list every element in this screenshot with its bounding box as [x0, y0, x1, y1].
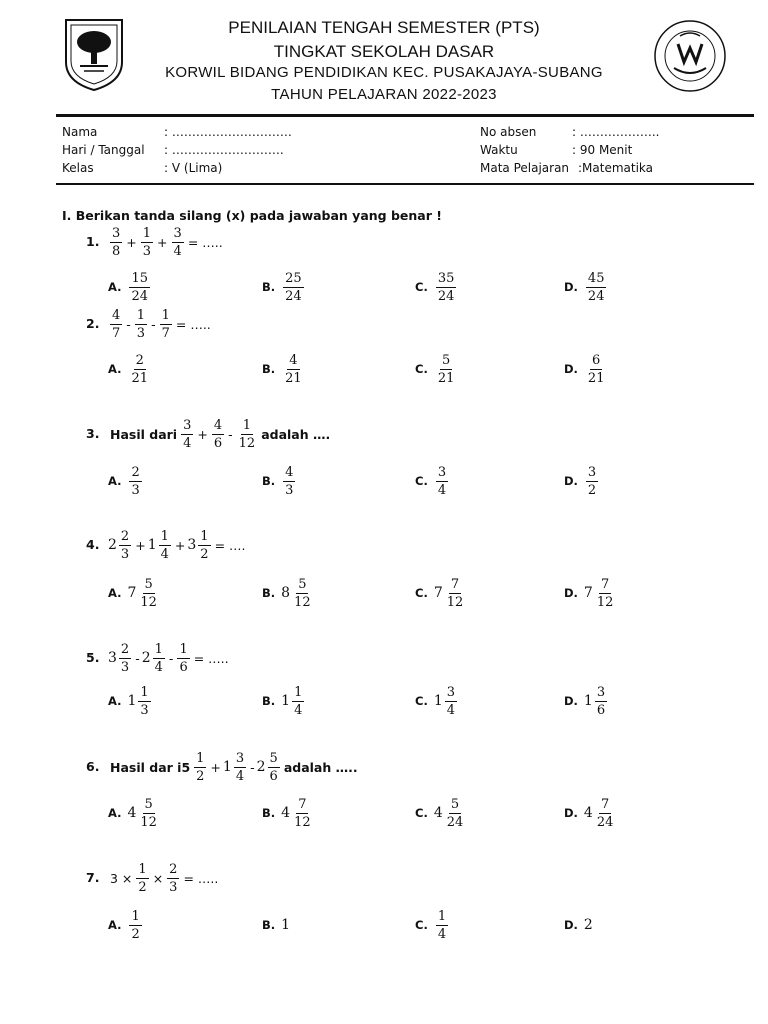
info-divider	[56, 183, 754, 185]
option-letter: D.	[564, 586, 578, 600]
fraction	[595, 797, 616, 830]
district-office: KORWIL BIDANG PENDIDIKAN KEC. PUSAKAJAYA-SUBANG	[165, 64, 603, 81]
expression-text: -	[126, 316, 131, 332]
fraction-numerator: 1	[294, 684, 303, 700]
fraction	[595, 577, 616, 610]
waktu-label: Waktu	[480, 143, 518, 157]
fraction-denominator: 3	[140, 702, 149, 718]
fraction-numerator: 5	[441, 352, 451, 368]
question-expression	[108, 417, 332, 451]
answer-option[interactable]	[108, 352, 152, 386]
expression-text: Hasil dar i5	[110, 759, 191, 775]
fraction-denominator: 12	[140, 814, 157, 830]
fraction	[172, 226, 184, 259]
school-level: TINGKAT SEKOLAH DASAR	[273, 42, 495, 61]
school-year: TAHUN PELAJARAN 2022-2023	[271, 86, 497, 103]
fraction-numerator: 3	[587, 464, 597, 480]
option-value	[584, 797, 617, 830]
fraction-denominator: 7	[112, 325, 121, 341]
option-letter: B.	[262, 362, 276, 376]
fraction-denominator: 6	[596, 702, 606, 718]
option-letter: A.	[108, 362, 122, 376]
option-letter: A.	[108, 474, 122, 488]
answer-option[interactable]	[415, 270, 458, 304]
fraction-denominator: 24	[131, 288, 149, 304]
option-value	[281, 465, 297, 498]
fraction	[436, 353, 457, 386]
mapel-label: Mata Pelajaran	[480, 161, 570, 175]
fraction	[586, 271, 607, 304]
option-value	[127, 685, 152, 718]
fraction-denominator: 4	[154, 659, 163, 675]
answer-option[interactable]	[108, 796, 161, 830]
fraction-numerator: 1	[138, 861, 147, 877]
expression-text: = …..	[175, 316, 211, 332]
fraction-numerator: 5	[269, 750, 278, 766]
whole-number: 2	[108, 537, 117, 553]
fraction	[153, 642, 165, 675]
fraction-numerator: 4	[112, 307, 121, 323]
fraction-denominator: 12	[446, 594, 464, 610]
answer-option[interactable]	[564, 270, 608, 304]
answer-option[interactable]	[415, 908, 450, 942]
question-expression	[108, 750, 360, 784]
absen-label: No absen	[480, 125, 537, 139]
waktu-value: : 90 Menit	[572, 143, 633, 157]
fraction-denominator: 24	[446, 814, 464, 830]
fraction-numerator: 1	[160, 528, 169, 544]
option-value	[434, 685, 459, 718]
option-letter: D.	[564, 362, 578, 376]
option-value	[127, 465, 143, 498]
expression-text: Hasil dari	[110, 426, 178, 442]
fraction-numerator: 1	[140, 684, 149, 700]
answer-option[interactable]	[262, 464, 297, 498]
fraction-denominator: 4	[437, 926, 447, 942]
question-expression	[108, 307, 213, 341]
option-letter: B.	[262, 694, 276, 708]
fraction	[292, 797, 313, 830]
fraction-numerator: 7	[298, 796, 307, 812]
fraction-numerator: 3	[446, 684, 456, 700]
fraction	[129, 465, 141, 498]
expression-text: +	[210, 759, 221, 775]
fraction-numerator: 7	[600, 796, 610, 812]
option-value	[127, 909, 143, 942]
section-instruction: I. Berikan tanda silang (x) pada jawaban yang benar !	[62, 208, 442, 223]
fraction-denominator: 2	[131, 926, 140, 942]
header-divider	[56, 114, 754, 117]
fraction	[586, 353, 607, 386]
fraction	[129, 909, 141, 942]
fraction	[292, 577, 313, 610]
fraction	[181, 418, 193, 451]
option-letter: A.	[108, 806, 122, 820]
answer-option[interactable]	[564, 352, 608, 386]
whole-number: 4	[433, 805, 443, 821]
expression-text: +	[174, 537, 186, 553]
fraction	[198, 529, 210, 562]
whole-number: 1	[433, 693, 443, 709]
option-letter: C.	[415, 280, 428, 294]
fraction-numerator: 5	[144, 576, 153, 592]
fraction	[292, 685, 304, 718]
option-value	[127, 797, 160, 830]
fraction-denominator: 12	[294, 594, 311, 610]
fraction	[136, 862, 148, 895]
fraction	[138, 577, 159, 610]
fraction	[595, 685, 607, 718]
fraction-denominator: 3	[285, 482, 294, 498]
expression-text: = …..	[183, 870, 219, 886]
fraction	[234, 751, 246, 784]
fraction	[212, 418, 224, 451]
fraction-numerator: 25	[285, 270, 302, 286]
option-value	[127, 353, 152, 386]
fraction-denominator: 21	[587, 370, 605, 386]
whole-number: 1	[147, 537, 157, 553]
option-letter: C.	[415, 586, 428, 600]
expression-text: +	[135, 537, 146, 553]
fraction-denominator: 3	[169, 879, 178, 895]
fraction-numerator: 2	[131, 464, 140, 480]
expression-text: -	[168, 650, 174, 666]
expression-text: = ….	[214, 537, 246, 553]
option-letter: B.	[262, 918, 276, 932]
option-letter: B.	[262, 586, 276, 600]
option-value	[434, 465, 450, 498]
option-value	[434, 909, 450, 942]
fraction-denominator: 2	[138, 879, 147, 895]
option-letter: A.	[108, 280, 122, 294]
answer-option[interactable]	[262, 352, 306, 386]
fraction	[110, 226, 122, 259]
whole-number: 2	[141, 650, 151, 666]
fraction	[129, 353, 150, 386]
fraction	[436, 465, 448, 498]
option-value	[127, 271, 152, 304]
fraction-denominator: 3	[136, 325, 146, 341]
fraction-denominator: 3	[142, 243, 152, 259]
question-number: 6.	[86, 759, 100, 774]
question-number: 5.	[86, 650, 100, 665]
fraction-numerator: 2	[169, 861, 178, 877]
fraction-denominator: 3	[131, 482, 140, 498]
fraction	[119, 529, 131, 562]
fraction-numerator: 1	[196, 750, 205, 766]
answer-option[interactable]	[415, 684, 459, 718]
fraction-denominator: 6	[269, 768, 278, 784]
fraction-numerator: 1	[136, 307, 146, 323]
expression-text: -	[135, 650, 140, 666]
fraction	[119, 642, 131, 675]
fraction-denominator: 6	[213, 435, 223, 451]
expression-text: -	[228, 426, 233, 442]
question-number: 4.	[86, 537, 100, 552]
absen-value: : ………………..	[572, 125, 660, 139]
whole-number: 3	[187, 537, 197, 553]
fraction	[436, 909, 448, 942]
fraction-denominator: 6	[179, 659, 188, 675]
option-value	[281, 577, 314, 610]
fraction	[268, 751, 280, 784]
fraction	[141, 226, 153, 259]
fraction-denominator: 2	[196, 768, 205, 784]
answer-option[interactable]	[262, 270, 306, 304]
option-value	[281, 685, 306, 718]
exam-title: PENILAIAN TENGAH SEMESTER (PTS)	[228, 18, 540, 37]
option-letter: D.	[564, 918, 578, 932]
whole-number: 1	[127, 693, 137, 709]
fraction-numerator: 1	[142, 225, 152, 241]
fraction-numerator: 1	[200, 528, 209, 544]
fraction	[138, 797, 159, 830]
fraction-denominator: 2	[200, 546, 209, 562]
fraction-numerator: 5	[298, 576, 307, 592]
fraction-numerator: 7	[600, 576, 610, 592]
answer-option[interactable]	[108, 270, 152, 304]
expression-text: -	[151, 316, 156, 332]
fraction	[159, 529, 171, 562]
fraction-denominator: 4	[235, 768, 245, 784]
fraction	[237, 418, 258, 451]
option-value	[434, 577, 467, 610]
fraction	[283, 271, 304, 304]
option-letter: B.	[262, 474, 276, 488]
fraction-numerator: 3	[437, 464, 447, 480]
option-value	[127, 577, 160, 610]
answer-option[interactable]	[108, 576, 161, 610]
fraction-denominator: 21	[437, 370, 455, 386]
option-letter: C.	[415, 474, 428, 488]
whole-number: 4	[583, 805, 593, 821]
whole-number: 2	[256, 759, 266, 775]
whole-number: 7	[127, 585, 137, 601]
expression-text: ×	[152, 870, 164, 886]
question-number: 2.	[86, 316, 100, 331]
fraction-denominator: 4	[437, 482, 447, 498]
fraction-numerator: 15	[131, 270, 149, 286]
hari-value: : ……………………….	[164, 143, 284, 157]
answer-option[interactable]	[262, 908, 290, 942]
option-letter: C.	[415, 362, 428, 376]
answer-option[interactable]	[415, 464, 450, 498]
fraction	[160, 308, 172, 341]
fraction-numerator: 2	[120, 641, 130, 657]
fraction-numerator: 1	[161, 307, 170, 323]
fraction-denominator: 4	[183, 435, 192, 451]
fraction-denominator: 21	[285, 370, 302, 386]
fraction-numerator: 3	[596, 684, 606, 700]
question-expression	[108, 861, 220, 895]
expression-text: 3 ×	[110, 870, 133, 886]
question-number: 3.	[86, 426, 100, 441]
whole-number: 4	[281, 805, 291, 821]
whole-number: 3	[108, 650, 117, 666]
whole-number: 1	[583, 693, 593, 709]
option-value	[434, 271, 459, 304]
fraction-numerator: 1	[131, 908, 140, 924]
fraction-denominator: 12	[294, 814, 311, 830]
expression-text: adalah ….	[261, 426, 331, 442]
fraction-denominator: 24	[437, 288, 455, 304]
expression-text: = …..	[193, 650, 229, 666]
fraction	[177, 642, 189, 675]
fraction-numerator: 1	[437, 908, 447, 924]
option-value	[584, 353, 609, 386]
answer-option[interactable]	[262, 684, 306, 718]
expression-text: = …..	[187, 234, 223, 250]
nama-value: : …………………………	[164, 125, 292, 139]
answer-option[interactable]	[564, 796, 617, 830]
kelas-label: Kelas	[62, 161, 94, 175]
fraction-denominator: 12	[140, 594, 157, 610]
fraction-denominator: 4	[160, 546, 169, 562]
fraction-numerator: 7	[450, 576, 460, 592]
option-value	[584, 271, 609, 304]
answer-option[interactable]	[415, 576, 467, 610]
option-letter: C.	[415, 918, 428, 932]
option-value	[281, 353, 306, 386]
fraction-numerator: 35	[437, 270, 455, 286]
option-value	[281, 271, 306, 304]
fraction	[129, 271, 150, 304]
fraction-denominator: 7	[161, 325, 170, 341]
option-letter: C.	[415, 806, 428, 820]
option-letter: B.	[262, 280, 276, 294]
hari-label: Hari / Tanggal	[62, 143, 145, 157]
fraction-denominator: 4	[173, 243, 182, 259]
fraction	[283, 465, 295, 498]
fraction-numerator: 3	[183, 417, 192, 433]
fraction-denominator: 24	[285, 288, 302, 304]
fraction	[138, 685, 150, 718]
fraction-denominator: 24	[587, 288, 605, 304]
question-number: 7.	[86, 870, 100, 885]
question-expression	[108, 225, 225, 259]
fraction-numerator: 3	[173, 225, 182, 241]
fraction-denominator: 8	[112, 243, 121, 259]
option-value	[584, 577, 617, 610]
expression-text: +	[197, 426, 208, 442]
mapel-value: :Matematika	[578, 161, 654, 175]
expression-text: +	[126, 234, 137, 250]
fraction-numerator: 1	[242, 417, 252, 433]
answer-option[interactable]	[262, 576, 315, 610]
question-expression	[108, 528, 248, 562]
kelas-value: : V (Lima)	[164, 161, 223, 175]
nama-label: Nama	[62, 125, 98, 139]
fraction-numerator: 4	[213, 417, 223, 433]
fraction-denominator: 3	[120, 546, 130, 562]
question-number: 1.	[86, 234, 100, 249]
fraction-denominator: 4	[294, 702, 303, 718]
fraction-denominator: 12	[596, 594, 614, 610]
fraction-denominator: 24	[596, 814, 614, 830]
whole-number: 8	[281, 585, 291, 601]
fraction-numerator: 4	[285, 464, 294, 480]
answer-option[interactable]	[415, 796, 467, 830]
fraction-numerator: 1	[179, 641, 188, 657]
fraction	[110, 308, 122, 341]
fraction	[586, 465, 598, 498]
whole-number: 7	[583, 585, 593, 601]
fraction-numerator: 3	[112, 225, 121, 241]
expression-text: +	[157, 234, 168, 250]
answer-option[interactable]	[108, 908, 144, 942]
fraction-numerator: 2	[120, 528, 130, 544]
fraction	[436, 271, 457, 304]
answer-option[interactable]	[262, 796, 315, 830]
whole-number: 1	[281, 693, 291, 709]
whole-number: 4	[127, 805, 137, 821]
option-value	[584, 685, 609, 718]
fraction-numerator: 5	[144, 796, 153, 812]
fraction-numerator: 1	[154, 641, 163, 657]
whole-number: 7	[433, 585, 443, 601]
option-letter: D.	[564, 694, 578, 708]
option-value	[434, 353, 459, 386]
answer-option[interactable]	[564, 684, 609, 718]
fraction-numerator: 4	[289, 352, 298, 368]
fraction-denominator: 12	[238, 435, 256, 451]
fraction-denominator: 4	[446, 702, 456, 718]
option-letter: A.	[108, 918, 122, 932]
question-expression	[108, 641, 231, 675]
fraction-numerator: 5	[450, 796, 460, 812]
fraction-numerator: 3	[235, 750, 245, 766]
fraction-numerator: 45	[587, 270, 605, 286]
fraction-denominator: 2	[587, 482, 597, 498]
fraction	[445, 797, 466, 830]
option-value	[434, 797, 467, 830]
fraction	[445, 685, 457, 718]
fraction	[194, 751, 206, 784]
option-letter: D.	[564, 280, 578, 294]
whole-number: 1	[222, 759, 232, 775]
option-value	[281, 917, 290, 933]
fraction-numerator: 2	[135, 352, 144, 368]
option-letter: A.	[108, 694, 122, 708]
answer-option[interactable]	[108, 464, 144, 498]
answer-option[interactable]	[564, 908, 593, 942]
option-letter: B.	[262, 806, 276, 820]
expression-text: adalah …..	[283, 759, 358, 775]
fraction	[283, 353, 304, 386]
fraction-numerator: 6	[592, 352, 601, 368]
option-letter: D.	[564, 474, 578, 488]
fraction-denominator: 3	[120, 659, 130, 675]
fraction	[135, 308, 147, 341]
option-letter: A.	[108, 586, 122, 600]
answer-option[interactable]	[564, 576, 617, 610]
answer-option[interactable]	[108, 684, 153, 718]
option-letter: D.	[564, 806, 578, 820]
expression-text: -	[250, 759, 255, 775]
option-value	[584, 917, 593, 933]
answer-option[interactable]	[564, 464, 600, 498]
answer-option[interactable]	[415, 352, 458, 386]
whole-number: 1	[281, 917, 291, 933]
fraction	[167, 862, 179, 895]
fraction	[445, 577, 466, 610]
option-value	[281, 797, 314, 830]
option-letter: C.	[415, 694, 428, 708]
fraction-denominator: 21	[131, 370, 149, 386]
whole-number: 2	[583, 917, 593, 933]
option-value	[584, 465, 600, 498]
